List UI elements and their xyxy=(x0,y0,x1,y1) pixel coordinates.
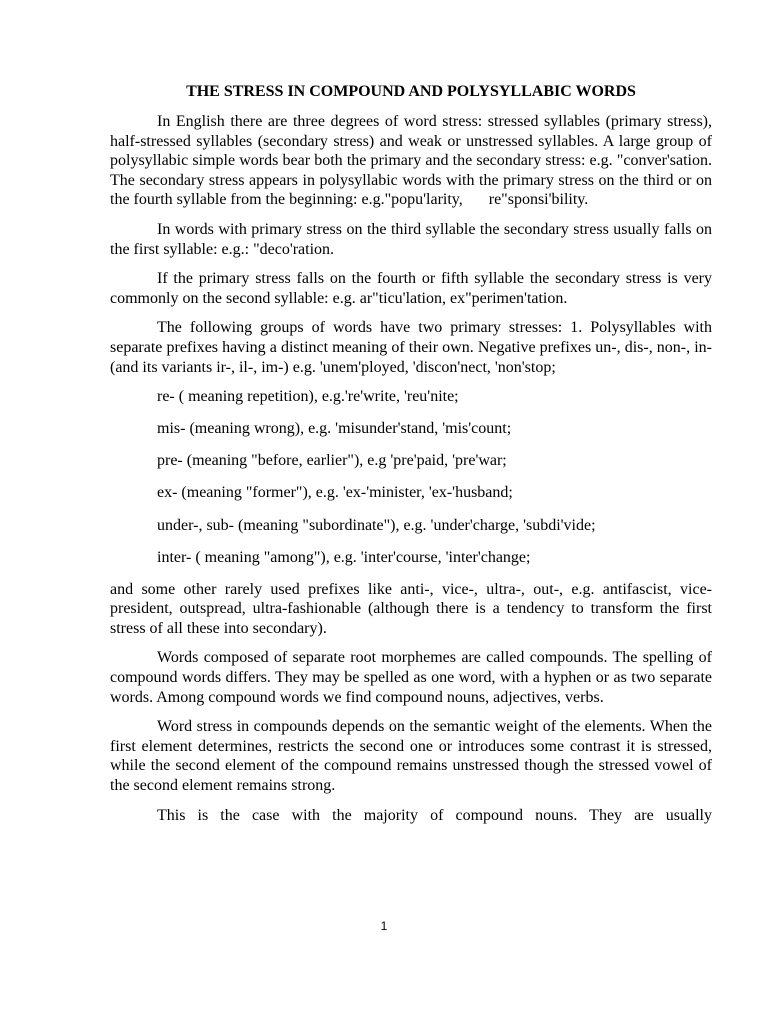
prefix-item-under-sub: under-, sub- (meaning "subordinate"), e.g. 'under'charge, 'subdi'vide; xyxy=(157,516,596,534)
document-body xyxy=(110,82,712,835)
paragraph-compound-nouns: This is the case with the majority of compound nouns. They are usually xyxy=(157,806,712,824)
paragraph-third-syllable: In words with primary stress on the third syllable the secondary stress usually falls on the first syllable: e.g.: "deco'ration. xyxy=(110,220,712,258)
paragraph-stress-degrees-tail: re"sponsi'bility. xyxy=(488,191,589,209)
prefix-item-pre: pre- (meaning "before, earlier"), e.g 'pre'paid, 'pre'war; xyxy=(157,452,507,470)
paragraph-fourth-fifth-syllable: If the primary stress falls on the fourth or fifth syllable the secondary stress is very commonly on the second syllable: e.g. ar"ticu'lation, ex"perimen'tation. xyxy=(110,270,712,307)
paragraph-stress-degrees-text: In English there are three degrees of word stress: stressed syllables (primary stress), half-stressed syllables (secondary stress) and weak or unstressed syllables. A large group of polysyllabic simple words bear both the primary and the secondary stress: e.g. "conver'sation. The secondary stress appears in polysyllabic words with the primary stress on the third or on the fourth syllable from the beginning: e.g."popu'larity, xyxy=(110,113,712,209)
paragraph-other-prefixes: and some other rarely used prefixes like anti-, vice-, ultra-, out-, e.g. antifascist, vice-president, outspread, ultra-fashionable (although there is a tendency to transform the first stress of all these into secondary). xyxy=(110,580,712,637)
paragraph-stress-degrees xyxy=(110,112,712,210)
prefix-item-ex: ex- (meaning "former"), e.g. 'ex-'minister, 'ex-'husband; xyxy=(157,484,513,502)
prefix-item-inter: inter- ( meaning "among"), e.g. 'inter'course, 'inter'change; xyxy=(157,548,531,566)
paragraph-compound-stress: Word stress in compounds depends on the semantic weight of the elements. When the first element determines, restricts the second one or introduces some contrast it is stressed, while the second element of the compound remains unstressed though the stressed vowel of the second element remains strong. xyxy=(110,718,712,795)
page-number: 1 xyxy=(380,919,388,933)
document-title: THE STRESS IN COMPOUND AND POLYSYLLABIC WORDS xyxy=(186,83,636,100)
prefix-item-mis: mis- (meaning wrong), e.g. 'misunder'stand, 'mis'count; xyxy=(157,420,512,438)
paragraph-two-primary-stresses: The following groups of words have two primary stresses: 1. Polysyllables with separate prefixes having a distinct meaning of their own. Negative prefixes un-, dis-, non-, in- (and its variants ir-, il-, im-) e.g. 'unem'ployed, 'discon'nect, 'non'stop; xyxy=(110,319,712,376)
paragraph-compounds: Words composed of separate root morphemes are called compounds. The spelling of compound words differs. They may be spelled as one word, with a hyphen or as two separate words. Among compound words we find compound nouns, adjectives, verbs. xyxy=(110,649,712,706)
prefix-item-re: re- ( meaning repetition), e.g.'re'write, 'reu'nite; xyxy=(157,388,459,406)
